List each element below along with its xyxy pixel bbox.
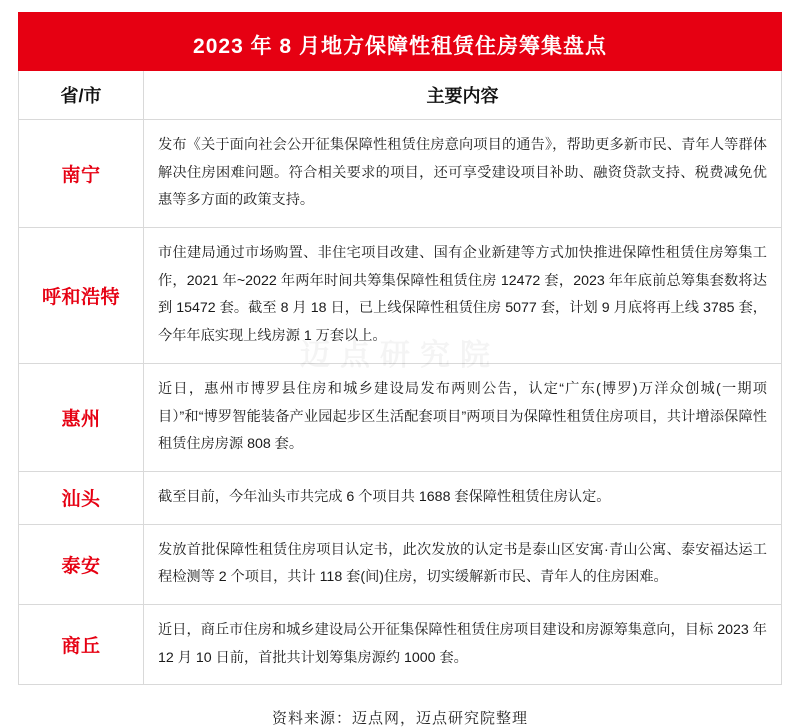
table-row	[19, 604, 782, 684]
table-row	[19, 120, 782, 228]
table-body	[19, 120, 782, 685]
cell-province: 汕头	[19, 471, 144, 524]
cell-province: 泰安	[19, 524, 144, 604]
document-title-band	[18, 19, 782, 71]
table-header-row	[19, 71, 782, 120]
cell-content: 发布《关于面向社会公开征集保障性租赁住房意向项目的通告》，帮助更多新市民、青年人等群体解决住房困难问题。符合相关要求的项目，还可享受建设项目补助、融资贷款支持、税费减免优惠等多方面的政策支持。	[144, 120, 782, 228]
cell-province: 商丘	[19, 604, 144, 684]
column-header-content: 主要内容	[144, 71, 782, 120]
column-header-province: 省/市	[19, 71, 144, 120]
table-row	[19, 363, 782, 471]
table-row	[19, 228, 782, 364]
housing-table	[18, 71, 782, 685]
top-accent-bar	[18, 12, 782, 19]
page-title: 2023 年 8 月地方保障性租赁住房筹集盘点	[193, 35, 607, 58]
cell-content: 截至目前，今年汕头市共完成 6 个项目共 1688 套保障性租赁住房认定。	[144, 471, 782, 524]
cell-content: 市住建局通过市场购置、非住宅项目改建、国有企业新建等方式加快推进保障性租赁住房筹集工作，2021 年~2022 年两年时间共筹集保障性租赁住房 12472 套，2023 年年底前总筹集套数将达到 15472 套。截至 8 月 18 日，已上线保障性租赁住房 5077 套，计划 9 月底将再上线 3785 套，今年年底实现上线房源 1 万套以上。	[144, 228, 782, 364]
source-note: 资料来源：迈点网，迈点研究院整理	[271, 710, 528, 728]
cell-content: 发放首批保障性租赁住房项目认定书，此次发放的认定书是泰山区安寓·青山公寓、泰安福达运工程检测等 2 个项目，共计 118 套(间)住房，切实缓解新市民、青年人的住房困难。	[144, 524, 782, 604]
cell-province: 惠州	[19, 363, 144, 471]
cell-province: 呼和浩特	[19, 228, 144, 364]
table-row	[19, 471, 782, 524]
table-header	[19, 71, 782, 120]
table-row	[19, 524, 782, 604]
cell-province: 南宁	[19, 120, 144, 228]
cell-content: 近日，惠州市博罗县住房和城乡建设局发布两则公告，认定“广东(博罗)万洋众创城(一期项目）”和“博罗智能装备产业园起步区生活配套项目”两项目为保障性租赁住房项目，共计增添保障性租赁住房房源 808 套。	[144, 363, 782, 471]
cell-content: 近日，商丘市住房和城乡建设局公开征集保障性租赁住房项目建设和房源筹集意向，目标 2023 年 12 月 10 日前，首批共计划筹集房源约 1000 套。	[144, 604, 782, 684]
